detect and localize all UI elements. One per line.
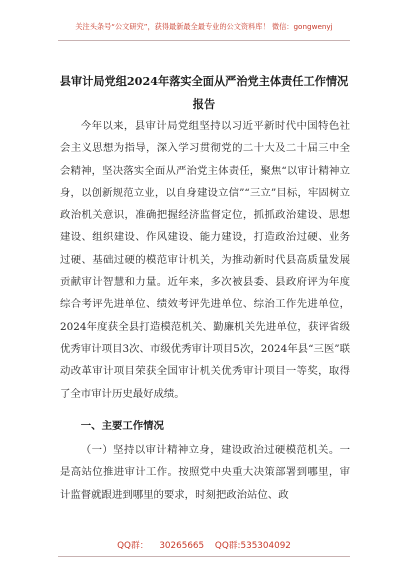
title-line-1: 县审计局党组2024年落实全面从严治党主体责任工作情况 [59,74,349,88]
header-divider [58,40,350,41]
document-body [60,115,350,506]
footer-divider [58,556,350,557]
section-paragraph: （一）坚持以审计精神立身，建设政治过硬模范机关。一是高站位推进审计工作。按照党中央重大决策部署到哪里，审计监督就跟进到哪里的要求，时刻把政治站位、政 [60,444,350,501]
section-heading: 一、主要工作情况 [80,419,164,432]
title-line-2: 报告 [192,97,216,111]
document-title [40,70,368,116]
page-footer-contact: QQ群： 30265665 QQ群:535304092 [117,541,291,551]
page-header-banner: 关注头条号“公文研究”，获得最新最全最专业的公文资料库！ 微信：gongwenyj [75,22,333,31]
intro-paragraph: 今年以来，县审计局党组坚持以习近平新时代中国特色社会主义思想为指导，深入学习贯彻党的二十大及二十届三中全会精神，坚决落实全面从严治党主体责任，聚焦“以审计精神立身，以创新规范立业，以自身建设立信”“三立”目标，牢固树立政治机关意识，准确把握经济监督定位，抓抓政治建设、思想建设、组织建设、作风建设、能力建设，打造政治过硬、业务过硬、基础过硬的模范审计机关，为推动新时代县高质量发展贡献审计智慧和力量。近年来，多次被县委、县政府评为年度综合考评先进单位、绩效考评先进单位、综治工作先进单位，2024年度获全县打造模范机关、勤廉机关先进单位，获评省级优秀审计项目3次、市级优秀审计项目5次，2024年县“三医”联动改革审计项目荣获全国审计机关优秀审计项目一等奖，取得了全市审计历史最好成绩。 [60,120,350,400]
